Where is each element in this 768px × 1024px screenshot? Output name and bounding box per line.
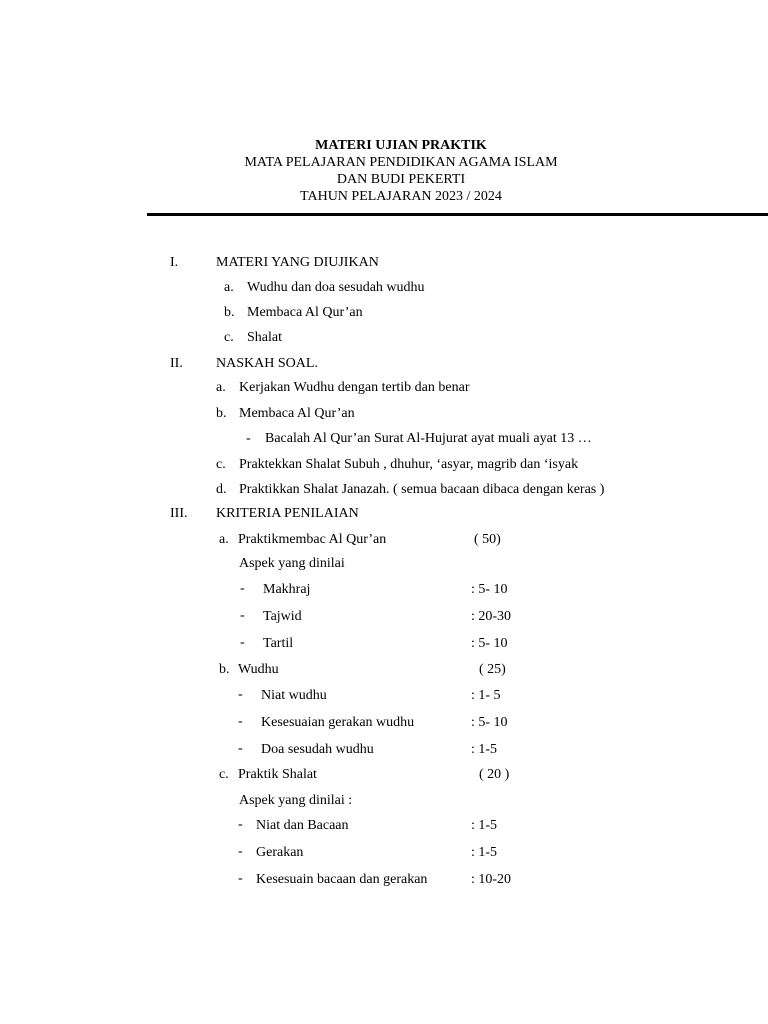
list-marker: a. <box>216 380 226 395</box>
subject-line-continued: DAN BUDI PEKERTI <box>336 172 466 187</box>
aspect-name: Gerakan <box>256 845 304 860</box>
aspect-value: : 5- 10 <box>471 715 508 730</box>
aspect-value: : 20-30 <box>471 609 512 624</box>
aspect-name: Kesesuain bacaan dan gerakan <box>256 872 428 887</box>
criteria-sublabel: Aspek yang dinilai <box>239 556 345 571</box>
aspect-name: Makhraj <box>263 582 311 597</box>
criteria-marker: b. <box>219 662 230 677</box>
aspect-dash: - <box>238 817 243 832</box>
aspect-dash: - <box>238 844 243 859</box>
criteria-marker: a. <box>219 532 229 547</box>
criteria-sublabel: Aspek yang dinilai : <box>239 793 353 808</box>
criteria-label: Praktik Shalat <box>238 767 317 782</box>
list-item: Membaca Al Qur’an <box>247 305 363 320</box>
list-item: Kerjakan Wudhu dengan tertib dan benar <box>239 380 470 395</box>
academic-year: TAHUN PELAJARAN 2023 / 2024 <box>300 189 502 204</box>
aspect-value: : 10-20 <box>471 872 512 887</box>
criteria-label: Praktikmembac Al Qur’an <box>238 532 387 547</box>
list-marker: d. <box>216 482 227 497</box>
list-item: Praktekkan Shalat Subuh , dhuhur, ‘asyar, magrib dan ‘isyak <box>239 457 579 472</box>
aspect-dash: - <box>240 581 245 596</box>
aspect-dash: - <box>238 714 243 729</box>
aspect-dash: - <box>238 871 243 886</box>
aspect-dash: - <box>238 741 243 756</box>
aspect-name: Tartil <box>263 636 294 651</box>
list-marker: a. <box>224 280 234 295</box>
aspect-value: : 1- 5 <box>471 688 501 703</box>
list-marker: c. <box>216 457 226 472</box>
criteria-score: ( 25) <box>479 662 506 677</box>
aspect-value: : 5- 10 <box>471 582 508 597</box>
aspect-name: Niat wudhu <box>261 688 327 703</box>
list-marker: b. <box>224 305 235 320</box>
document-title: MATERI UJIAN PRAKTIK <box>315 138 487 153</box>
aspect-value: : 1-5 <box>471 845 498 860</box>
list-marker: b. <box>216 406 227 421</box>
list-item: Shalat <box>247 330 282 345</box>
section-heading: NASKAH SOAL. <box>216 356 318 371</box>
list-item: Bacalah Al Qur’an Surat Al-Hujurat ayat muali ayat 13 … <box>265 431 592 446</box>
list-marker: - <box>246 431 251 446</box>
aspect-dash: - <box>240 608 245 623</box>
aspect-dash: - <box>240 635 245 650</box>
aspect-name: Tajwid <box>263 609 302 624</box>
list-item: Membaca Al Qur’an <box>239 406 355 421</box>
list-item: Praktikkan Shalat Janazah. ( semua bacaan dibaca dengan keras ) <box>239 482 605 497</box>
aspect-dash: - <box>238 687 243 702</box>
aspect-value: : 5- 10 <box>471 636 508 651</box>
aspect-value: : 1-5 <box>471 742 498 757</box>
section-heading: KRITERIA PENILAIAN <box>216 506 359 521</box>
aspect-name: Niat dan Bacaan <box>256 818 349 833</box>
list-marker: c. <box>224 330 234 345</box>
criteria-label: Wudhu <box>238 662 279 677</box>
criteria-score: ( 50) <box>474 532 501 547</box>
header-divider <box>147 213 768 216</box>
criteria-marker: c. <box>219 767 229 782</box>
aspect-name: Doa sesudah wudhu <box>261 742 374 757</box>
subject-line: MATA PELAJARAN PENDIDIKAN AGAMA ISLAM <box>244 155 558 170</box>
section-numeral: II. <box>170 356 183 371</box>
aspect-name: Kesesuaian gerakan wudhu <box>261 715 415 730</box>
section-numeral: I. <box>170 255 179 270</box>
section-heading: MATERI YANG DIUJIKAN <box>216 255 379 270</box>
section-numeral: III. <box>170 506 188 521</box>
criteria-score: ( 20 ) <box>479 767 510 782</box>
aspect-value: : 1-5 <box>471 818 498 833</box>
list-item: Wudhu dan doa sesudah wudhu <box>247 280 425 295</box>
